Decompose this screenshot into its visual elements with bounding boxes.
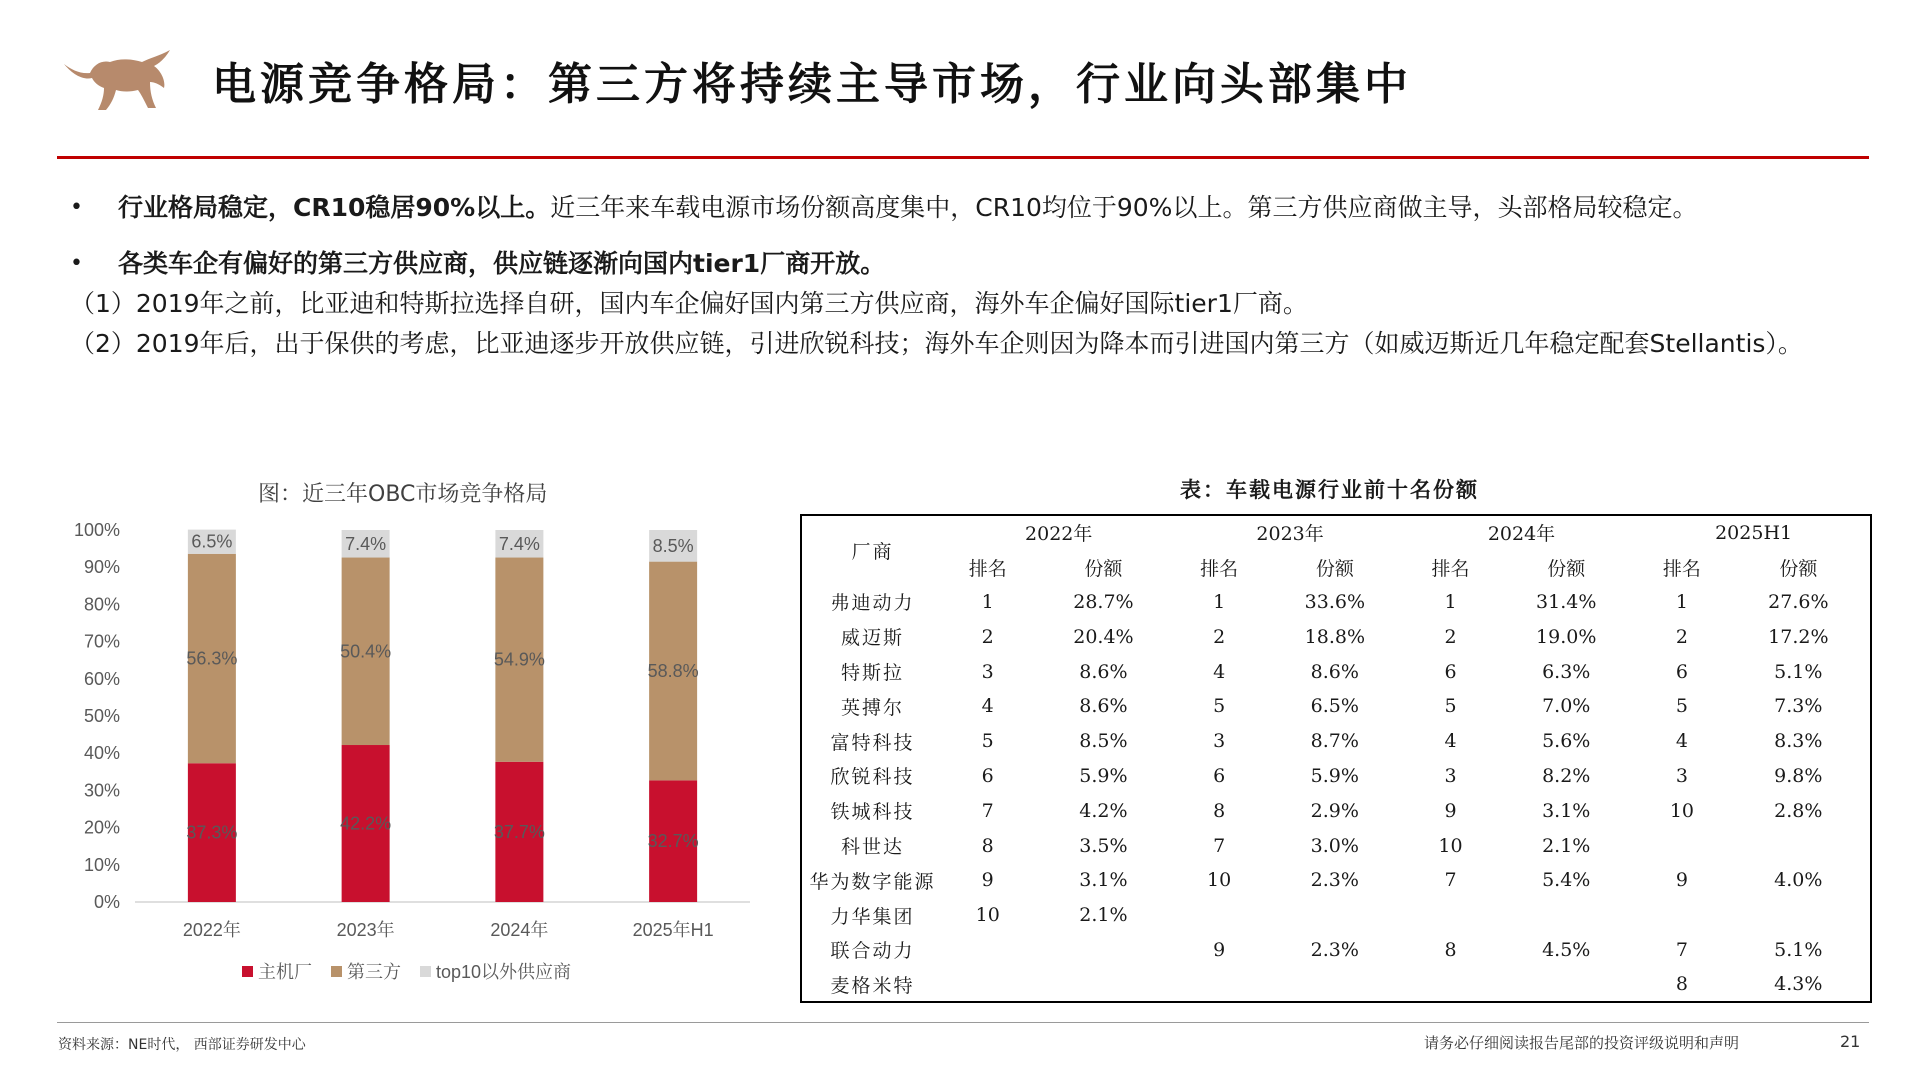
- rank-cell: 2: [1675, 625, 1688, 648]
- rank-cell: 9: [1213, 938, 1226, 961]
- table-row: [801, 689, 1871, 724]
- data-label: 32.7%: [647, 831, 699, 852]
- table-row: [801, 619, 1871, 654]
- bull-icon: [64, 50, 170, 110]
- table-row: [801, 898, 1871, 933]
- footer-divider: [57, 1022, 1869, 1023]
- share-cell: [1264, 967, 1406, 1002]
- sub-header: 排名: [1431, 557, 1470, 580]
- table-row: [801, 724, 1871, 759]
- vendor-cell: 铁城科技: [830, 801, 915, 824]
- share-cell: [1264, 898, 1406, 933]
- vendor-cell: 联合动力: [830, 940, 915, 963]
- x-tick-label: 2025年H1: [632, 920, 714, 940]
- rank-cell: [1406, 898, 1495, 933]
- rank-cell: 7: [1444, 869, 1457, 892]
- x-tick-label: 2023年: [336, 920, 395, 940]
- y-tick-label: 70%: [83, 631, 120, 652]
- rank-cell: [1174, 898, 1263, 933]
- rank-cell: 4: [1444, 730, 1457, 753]
- share-cell: 28.7%: [1073, 590, 1134, 613]
- vendor-header: 厂商: [851, 540, 894, 563]
- rank-cell: [1174, 967, 1263, 1002]
- table-row: [801, 863, 1871, 898]
- share-cell: 2.1%: [1079, 904, 1128, 927]
- legend-label: 主机厂: [258, 962, 312, 982]
- share-cell: 3.1%: [1542, 799, 1591, 822]
- share-cell: 5.1%: [1774, 938, 1823, 961]
- y-tick-label: 0%: [93, 892, 120, 912]
- rank-cell: [1637, 828, 1726, 863]
- legend-swatch: [242, 966, 253, 977]
- share-cell: 7.3%: [1774, 695, 1823, 718]
- rank-cell: 6: [981, 764, 994, 787]
- y-tick-label: 100%: [73, 520, 120, 540]
- year-header: 2022年: [1025, 523, 1093, 546]
- x-tick-label: 2022年: [182, 920, 241, 940]
- rank-cell: 8: [981, 834, 994, 857]
- vendor-cell: 英搏尔: [840, 696, 904, 719]
- data-label: 8.5%: [652, 535, 694, 556]
- rank-cell: 1: [1675, 590, 1688, 613]
- rank-cell: 4: [981, 695, 994, 718]
- share-cell: 5.6%: [1542, 730, 1591, 753]
- data-label: 7.4%: [498, 533, 540, 554]
- year-header: 2023年: [1256, 523, 1324, 546]
- table-subheader-row: [801, 550, 1871, 585]
- data-label: 54.9%: [493, 649, 545, 670]
- share-cell: 2.8%: [1774, 799, 1823, 822]
- vendor-cell: 麦格米特: [830, 974, 915, 997]
- sub-header: 份额: [1547, 557, 1586, 580]
- rank-cell: 6: [1675, 660, 1688, 683]
- rank-cell: 9: [981, 869, 994, 892]
- rank-cell: 10: [1669, 799, 1695, 822]
- rank-cell: 6: [1213, 764, 1226, 787]
- sub-header: 排名: [968, 557, 1007, 580]
- share-cell: 4.5%: [1542, 938, 1591, 961]
- y-tick-label: 50%: [83, 706, 120, 726]
- rank-cell: [943, 967, 1032, 1002]
- bullet-item: [70, 188, 1850, 228]
- rank-cell: 3: [981, 660, 994, 683]
- share-cell: 20.4%: [1073, 625, 1134, 648]
- table-row: [801, 585, 1871, 620]
- share-cell: 7.0%: [1542, 695, 1591, 718]
- rank-cell: 3: [1444, 764, 1457, 787]
- rank-cell: 2: [1444, 625, 1457, 648]
- vendor-cell: 富特科技: [830, 731, 915, 754]
- rank-cell: [943, 933, 1032, 968]
- chart-title: 图：近三年OBC市场竞争格局: [258, 482, 548, 507]
- share-cell: 4.2%: [1079, 799, 1128, 822]
- share-cell: 8.3%: [1774, 730, 1823, 753]
- share-cell: 19.0%: [1536, 625, 1597, 648]
- share-cell: 8.5%: [1079, 730, 1128, 753]
- share-cell: [1032, 967, 1174, 1002]
- paragraph: （2）2019年后，出于保供的考虑，比亚迪逐步开放供应链，引进欣锐科技；海外车企则因为降本而引进国内第三方（如威迈斯近几年稳定配套Stellantis）。: [70, 329, 1803, 358]
- data-label: 56.3%: [186, 648, 238, 669]
- share-cell: 4.0%: [1774, 869, 1823, 892]
- rank-cell: 5: [1213, 695, 1226, 718]
- share-cell: 17.2%: [1768, 625, 1829, 648]
- share-cell: 31.4%: [1536, 590, 1597, 613]
- bullet-text: 近三年来车载电源市场份额高度集中，CR10均位于90%以上。第三方供应商做主导，头部格局较稳定。: [550, 193, 1698, 222]
- share-cell: 4.3%: [1774, 973, 1823, 996]
- rank-cell: 8: [1444, 938, 1457, 961]
- share-cell: 5.1%: [1774, 660, 1823, 683]
- rank-cell: 8: [1213, 799, 1226, 822]
- vendor-cell: 威迈斯: [840, 627, 904, 650]
- share-cell: 5.9%: [1310, 764, 1359, 787]
- vendor-cell: 欣锐科技: [830, 766, 915, 789]
- share-cell: 8.6%: [1079, 695, 1128, 718]
- rank-cell: 6: [1444, 660, 1457, 683]
- share-cell: 6.3%: [1542, 660, 1591, 683]
- rank-cell: 7: [1675, 938, 1688, 961]
- legend-label: 第三方: [347, 962, 401, 982]
- rank-cell: 7: [1213, 834, 1226, 857]
- legend-label: top10以外供应商: [436, 962, 572, 982]
- share-cell: 8.7%: [1310, 730, 1359, 753]
- x-tick-label: 2024年: [490, 920, 549, 940]
- share-cell: 8.6%: [1310, 660, 1359, 683]
- share-cell: 5.9%: [1079, 764, 1128, 787]
- rank-cell: 1: [981, 590, 994, 613]
- rank-cell: 1: [1213, 590, 1226, 613]
- share-cell: [1495, 967, 1637, 1002]
- share-cell: 2.1%: [1542, 834, 1591, 857]
- share-cell: 27.6%: [1768, 590, 1829, 613]
- year-header: 2024年: [1487, 523, 1556, 546]
- y-tick-label: 80%: [83, 594, 120, 615]
- bullet-bold: 行业格局稳定，CR10稳居90%以上。: [118, 193, 551, 222]
- table-row: [801, 967, 1871, 1002]
- rank-cell: 5: [981, 730, 994, 753]
- disclaimer: 请务必仔细阅读报告尾部的投资评级说明和声明: [1424, 1034, 1740, 1052]
- data-label: 50.4%: [340, 641, 392, 662]
- vendor-cell: 弗迪动力: [830, 592, 915, 615]
- rank-cell: 9: [1444, 799, 1457, 822]
- table-row: [801, 933, 1871, 968]
- share-cell: 3.5%: [1079, 834, 1128, 857]
- share-cell: 2.3%: [1310, 938, 1359, 961]
- table-row: [801, 828, 1871, 863]
- table-title: 表：车载电源行业前十名份额: [1180, 477, 1479, 502]
- rank-cell: 10: [1438, 834, 1463, 857]
- rank-cell: 8: [1675, 973, 1688, 996]
- y-tick-label: 10%: [83, 854, 120, 875]
- rank-cell: [1637, 898, 1726, 933]
- vendor-cell: 华为数字能源: [809, 870, 936, 893]
- share-cell: 9.8%: [1774, 764, 1823, 787]
- top10-share-table: [800, 514, 1872, 1003]
- share-cell: 33.6%: [1304, 590, 1365, 613]
- rank-cell: 7: [981, 799, 994, 822]
- year-header: 2025H1: [1715, 521, 1793, 544]
- table-row: [801, 759, 1871, 794]
- data-label: 7.4%: [345, 533, 387, 554]
- bullet-bold: 各类车企有偏好的第三方供应商，供应链逐渐向国内tier1厂商开放。: [118, 249, 886, 278]
- rank-cell: 3: [1675, 764, 1688, 787]
- sub-header: 排名: [1662, 557, 1701, 580]
- rank-cell: 1: [1444, 590, 1457, 613]
- title-divider: [57, 156, 1869, 159]
- y-tick-label: 30%: [83, 780, 120, 801]
- share-cell: [1032, 933, 1174, 968]
- share-cell: [1495, 898, 1637, 933]
- summary-text: [70, 188, 1850, 364]
- source-note: 资料来源：NE时代， 西部证券研发中心: [58, 1037, 306, 1053]
- vendor-cell: 特斯拉: [840, 662, 904, 685]
- bullet-item: [70, 244, 1850, 284]
- share-cell: 5.4%: [1542, 869, 1591, 892]
- table-row: [801, 654, 1871, 689]
- data-label: 6.5%: [191, 531, 233, 552]
- page-number: 21: [1840, 1032, 1861, 1051]
- bullet-icon: •: [70, 251, 83, 276]
- legend-swatch: [420, 966, 431, 977]
- share-cell: 8.6%: [1079, 660, 1128, 683]
- page-title: 电源竞争格局：第三方将持续主导市场，行业向头部集中: [212, 59, 1412, 110]
- share-cell: 2.9%: [1310, 799, 1359, 822]
- share-cell: 3.1%: [1079, 869, 1128, 892]
- rank-cell: 10: [1207, 869, 1232, 892]
- share-cell: 18.8%: [1304, 625, 1365, 648]
- legend-swatch: [331, 966, 342, 977]
- share-cell: 8.2%: [1542, 764, 1591, 787]
- share-cell: 2.3%: [1310, 869, 1359, 892]
- rank-cell: 4: [1675, 730, 1688, 753]
- rank-cell: 2: [981, 625, 994, 648]
- y-tick-label: 40%: [83, 743, 120, 764]
- bullet-icon: •: [70, 195, 83, 220]
- vendor-cell: 科世达: [840, 836, 904, 859]
- rank-cell: [1406, 967, 1495, 1002]
- sub-header: 份额: [1779, 557, 1818, 580]
- y-tick-label: 60%: [83, 668, 120, 689]
- rank-cell: 4: [1213, 660, 1226, 683]
- table-header-row: [801, 515, 1871, 550]
- share-cell: 6.5%: [1310, 695, 1359, 718]
- data-label: 42.2%: [340, 813, 392, 834]
- vendor-cell: 力华集团: [830, 905, 915, 928]
- sub-header: 排名: [1200, 557, 1239, 580]
- bull-logo-icon: [60, 40, 180, 115]
- sub-header: 份额: [1084, 557, 1123, 580]
- paragraph: （1）2019年之前，比亚迪和特斯拉选择自研，国内车企偏好国内第三方供应商，海外车企偏好国际tier1厂商。: [70, 289, 1308, 318]
- share-cell: [1727, 828, 1871, 863]
- rank-cell: 3: [1213, 730, 1226, 753]
- share-cell: 3.0%: [1310, 834, 1359, 857]
- rank-cell: 2: [1213, 625, 1226, 648]
- rank-cell: 5: [1675, 695, 1688, 718]
- rank-cell: 5: [1444, 695, 1457, 718]
- rank-cell: 9: [1675, 869, 1688, 892]
- table-row: [801, 793, 1871, 828]
- data-label: 37.3%: [186, 822, 238, 843]
- share-cell: [1727, 898, 1871, 933]
- rank-cell: 10: [975, 904, 1000, 927]
- obc-market-chart: [60, 515, 760, 995]
- data-label: 58.8%: [647, 660, 699, 681]
- y-tick-label: 20%: [83, 817, 120, 838]
- y-tick-label: 90%: [83, 557, 120, 578]
- data-label: 37.7%: [493, 821, 545, 842]
- sub-header: 份额: [1315, 557, 1354, 580]
